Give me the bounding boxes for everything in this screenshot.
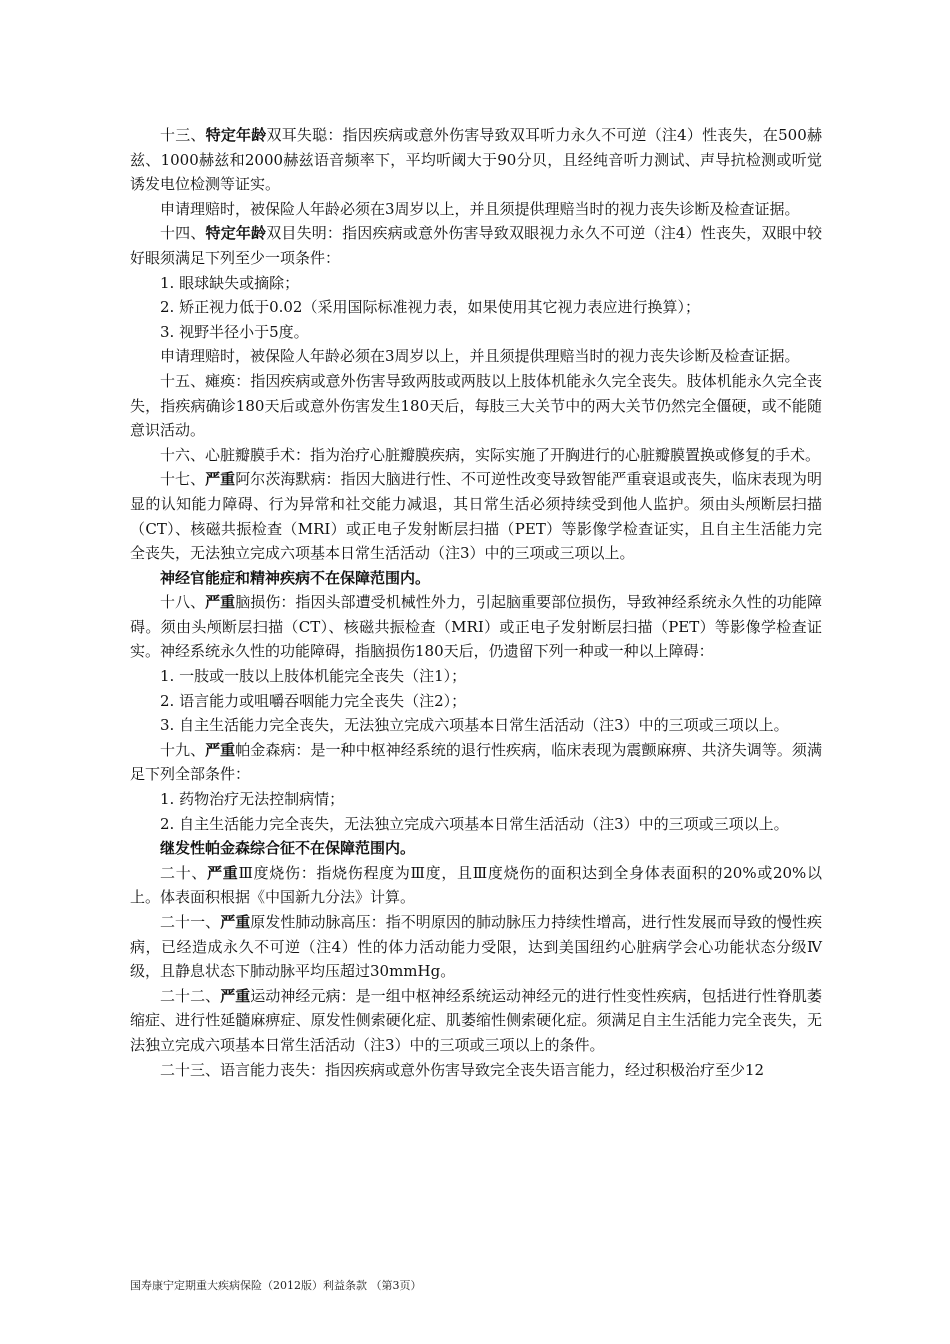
text-segment: 1. 药物治疗无法控制病情； xyxy=(160,790,345,809)
clause-paragraph xyxy=(130,271,822,296)
bold-text: 严重 xyxy=(220,986,251,1005)
text-segment: 1. 眼球缺失或摘除； xyxy=(160,273,300,292)
text-segment: 阿尔茨海默病：指因大脑进行性、不可逆性改变导致智能严重衰退或丧失，临床表现为明显的认知能力障碍、行为异常和社交能力减退，其日常生活必须持续受到他人监护。须由头颅断层扫描（CT）、核磁共振检查（MRI）或正电子发射断层扫描（PET）等影像学检查证实，且自主生活能力完全丧失，无法独立完成六项基本日常生活活动（注3）中的三项或三项以上。 xyxy=(130,470,822,563)
clause-paragraph xyxy=(130,123,822,197)
text-segment: 2. 矫正视力低于0.02（采用国际标准视力表，如果使用其它视力表应进行换算）； xyxy=(160,298,700,317)
clause-paragraph xyxy=(130,197,822,222)
text-segment: 十七、 xyxy=(160,470,206,489)
clause-paragraph xyxy=(130,221,822,270)
clause-paragraph xyxy=(130,320,822,345)
text-segment: 十八、 xyxy=(160,593,206,612)
clause-paragraph xyxy=(130,738,822,787)
text-segment: 2. 语言能力或咀嚼吞咽能力完全丧失（注2）； xyxy=(160,691,467,710)
text-segment: 双耳失聪：指因疾病或意外伤害导致双耳听力永久不可逆（注4）性丧失，在500赫兹、1000赫兹和2000赫兹语音频率下，平均听阈大于90分贝，且经纯音听力测试、声导抗检测或听觉诱发电位检测等证实。 xyxy=(130,126,822,194)
clause-paragraph xyxy=(130,689,822,714)
text-segment: 二十三、语言能力丧失：指因疾病或意外伤害导致完全丧失语言能力，经过积极治疗至少12 xyxy=(160,1060,765,1079)
text-segment: 十六、心脏瓣膜手术：指为治疗心脏瓣膜疾病，实际实施了开胸进行的心脏瓣膜置换或修复的手术。 xyxy=(160,445,821,464)
text-segment: 申请理赔时，被保险人年龄必须在3周岁以上，并且须提供理赔当时的视力丧失诊断及检查证据。 xyxy=(160,347,800,366)
clause-paragraph xyxy=(130,566,822,591)
bold-text: 严重 xyxy=(205,593,236,612)
text-segment: 十五、瘫痪：指因疾病或意外伤害导致两肢或两肢以上肢体机能永久完全丧失。肢体机能永久完全丧失，指疾病确诊180天后或意外伤害发生180天后，每肢三大关节中的两大关节仍然完全僵硬，或不能随意识活动。 xyxy=(130,371,822,440)
clause-paragraph xyxy=(130,910,822,984)
bold-text: 继发性帕金森综合征不在保障范围内。 xyxy=(160,839,416,858)
text-segment: 脑损伤：指因头部遭受机械性外力，引起脑重要部位损伤，导致神经系统永久性的功能障碍。须由头颅断层扫描（CT）、核磁共振检查（MRI）或正电子发射断层扫描（PET）等影像学检查证实。神经系统永久性的功能障碍，指脑损伤180天后，仍遗留下列一种或一种以上障碍： xyxy=(130,593,822,661)
clause-paragraph xyxy=(130,467,822,565)
text-segment: 原发性肺动脉高压：指不明原因的肺动脉压力持续性增高，进行性发展而导致的慢性疾病，已经造成永久不可逆（注4）性的体力活动能力受限，达到美国纽约心脏病学会心功能状态分级Ⅳ级，且静息状态下肺动脉平均压超过30mmHg。 xyxy=(130,913,822,981)
bold-text: 严重 xyxy=(205,740,236,759)
text-segment: 二十、 xyxy=(160,863,208,882)
bold-text: 严重 xyxy=(220,913,251,931)
clause-paragraph xyxy=(130,664,822,689)
clause-paragraph xyxy=(130,295,822,320)
clause-paragraph xyxy=(130,713,822,738)
clause-paragraph xyxy=(130,812,822,837)
text-segment: 帕金森病：是一种中枢神经系统的退行性疾病，临床表现为震颤麻痹、共济失调等。须满足下列全部条件： xyxy=(130,740,822,784)
text-segment: 十三、 xyxy=(160,126,206,144)
text-segment: 1. 一肢或一肢以上肢体机能完全丧失（注1）； xyxy=(160,667,467,686)
clause-paragraph xyxy=(130,861,822,910)
text-segment: 申请理赔时，被保险人年龄必须在3周岁以上，并且须提供理赔当时的视力丧失诊断及检查证据。 xyxy=(160,199,800,218)
text-segment: 3. 自主生活能力完全丧失，无法独立完成六项基本日常生活活动（注3）中的三项或三项以上。 xyxy=(160,716,789,735)
clause-paragraph xyxy=(130,787,822,812)
text-segment: 十九、 xyxy=(160,740,206,759)
clause-paragraph xyxy=(130,1058,822,1083)
bold-text: 严重 xyxy=(205,470,236,489)
bold-text: 严重 xyxy=(207,863,239,882)
text-segment: 二十一、 xyxy=(160,913,221,931)
bold-text: 特定年龄 xyxy=(205,224,267,243)
text-segment: 二十二、 xyxy=(160,986,221,1005)
page-footer: 国寿康宁定期重大疾病保险（2012版）利益条款 （第3页） xyxy=(130,1279,422,1292)
bold-text: 神经官能症和精神疾病不在保障范围内。 xyxy=(160,568,431,587)
clause-paragraph xyxy=(130,443,822,468)
clause-paragraph xyxy=(130,344,822,369)
text-segment: 十四、 xyxy=(160,224,206,243)
text-segment: 3. 视野半径小于5度。 xyxy=(160,322,309,341)
clause-paragraph xyxy=(130,590,822,664)
text-segment: 运动神经元病：是一组中枢神经系统运动神经元的进行性变性疾病，包括进行性脊肌萎缩症、进行性延髓麻痹症、原发性侧索硬化症、肌萎缩性侧索硬化症。须满足自主生活能力完全丧失，无法独立完成六项基本日常生活活动（注3）中的三项或三项以上的条件。 xyxy=(130,986,822,1054)
clause-body xyxy=(130,123,822,1082)
clause-paragraph xyxy=(130,836,822,861)
bold-text: 特定年龄 xyxy=(205,126,267,144)
text-segment: 2. 自主生活能力完全丧失，无法独立完成六项基本日常生活活动（注3）中的三项或三项以上。 xyxy=(160,814,789,833)
text-segment: 双目失明：指因疾病或意外伤害导致双眼视力永久不可逆（注4）性丧失，双眼中较好眼须满足下列至少一项条件： xyxy=(130,224,822,267)
text-segment: Ⅲ度烧伤：指烧伤程度为Ⅲ度，且Ⅲ度烧伤的面积达到全身体表面积的20%或20%以上。体表面积根据《中国新九分法》计算。 xyxy=(130,863,822,907)
clause-paragraph xyxy=(130,984,822,1058)
clause-paragraph xyxy=(130,369,822,443)
